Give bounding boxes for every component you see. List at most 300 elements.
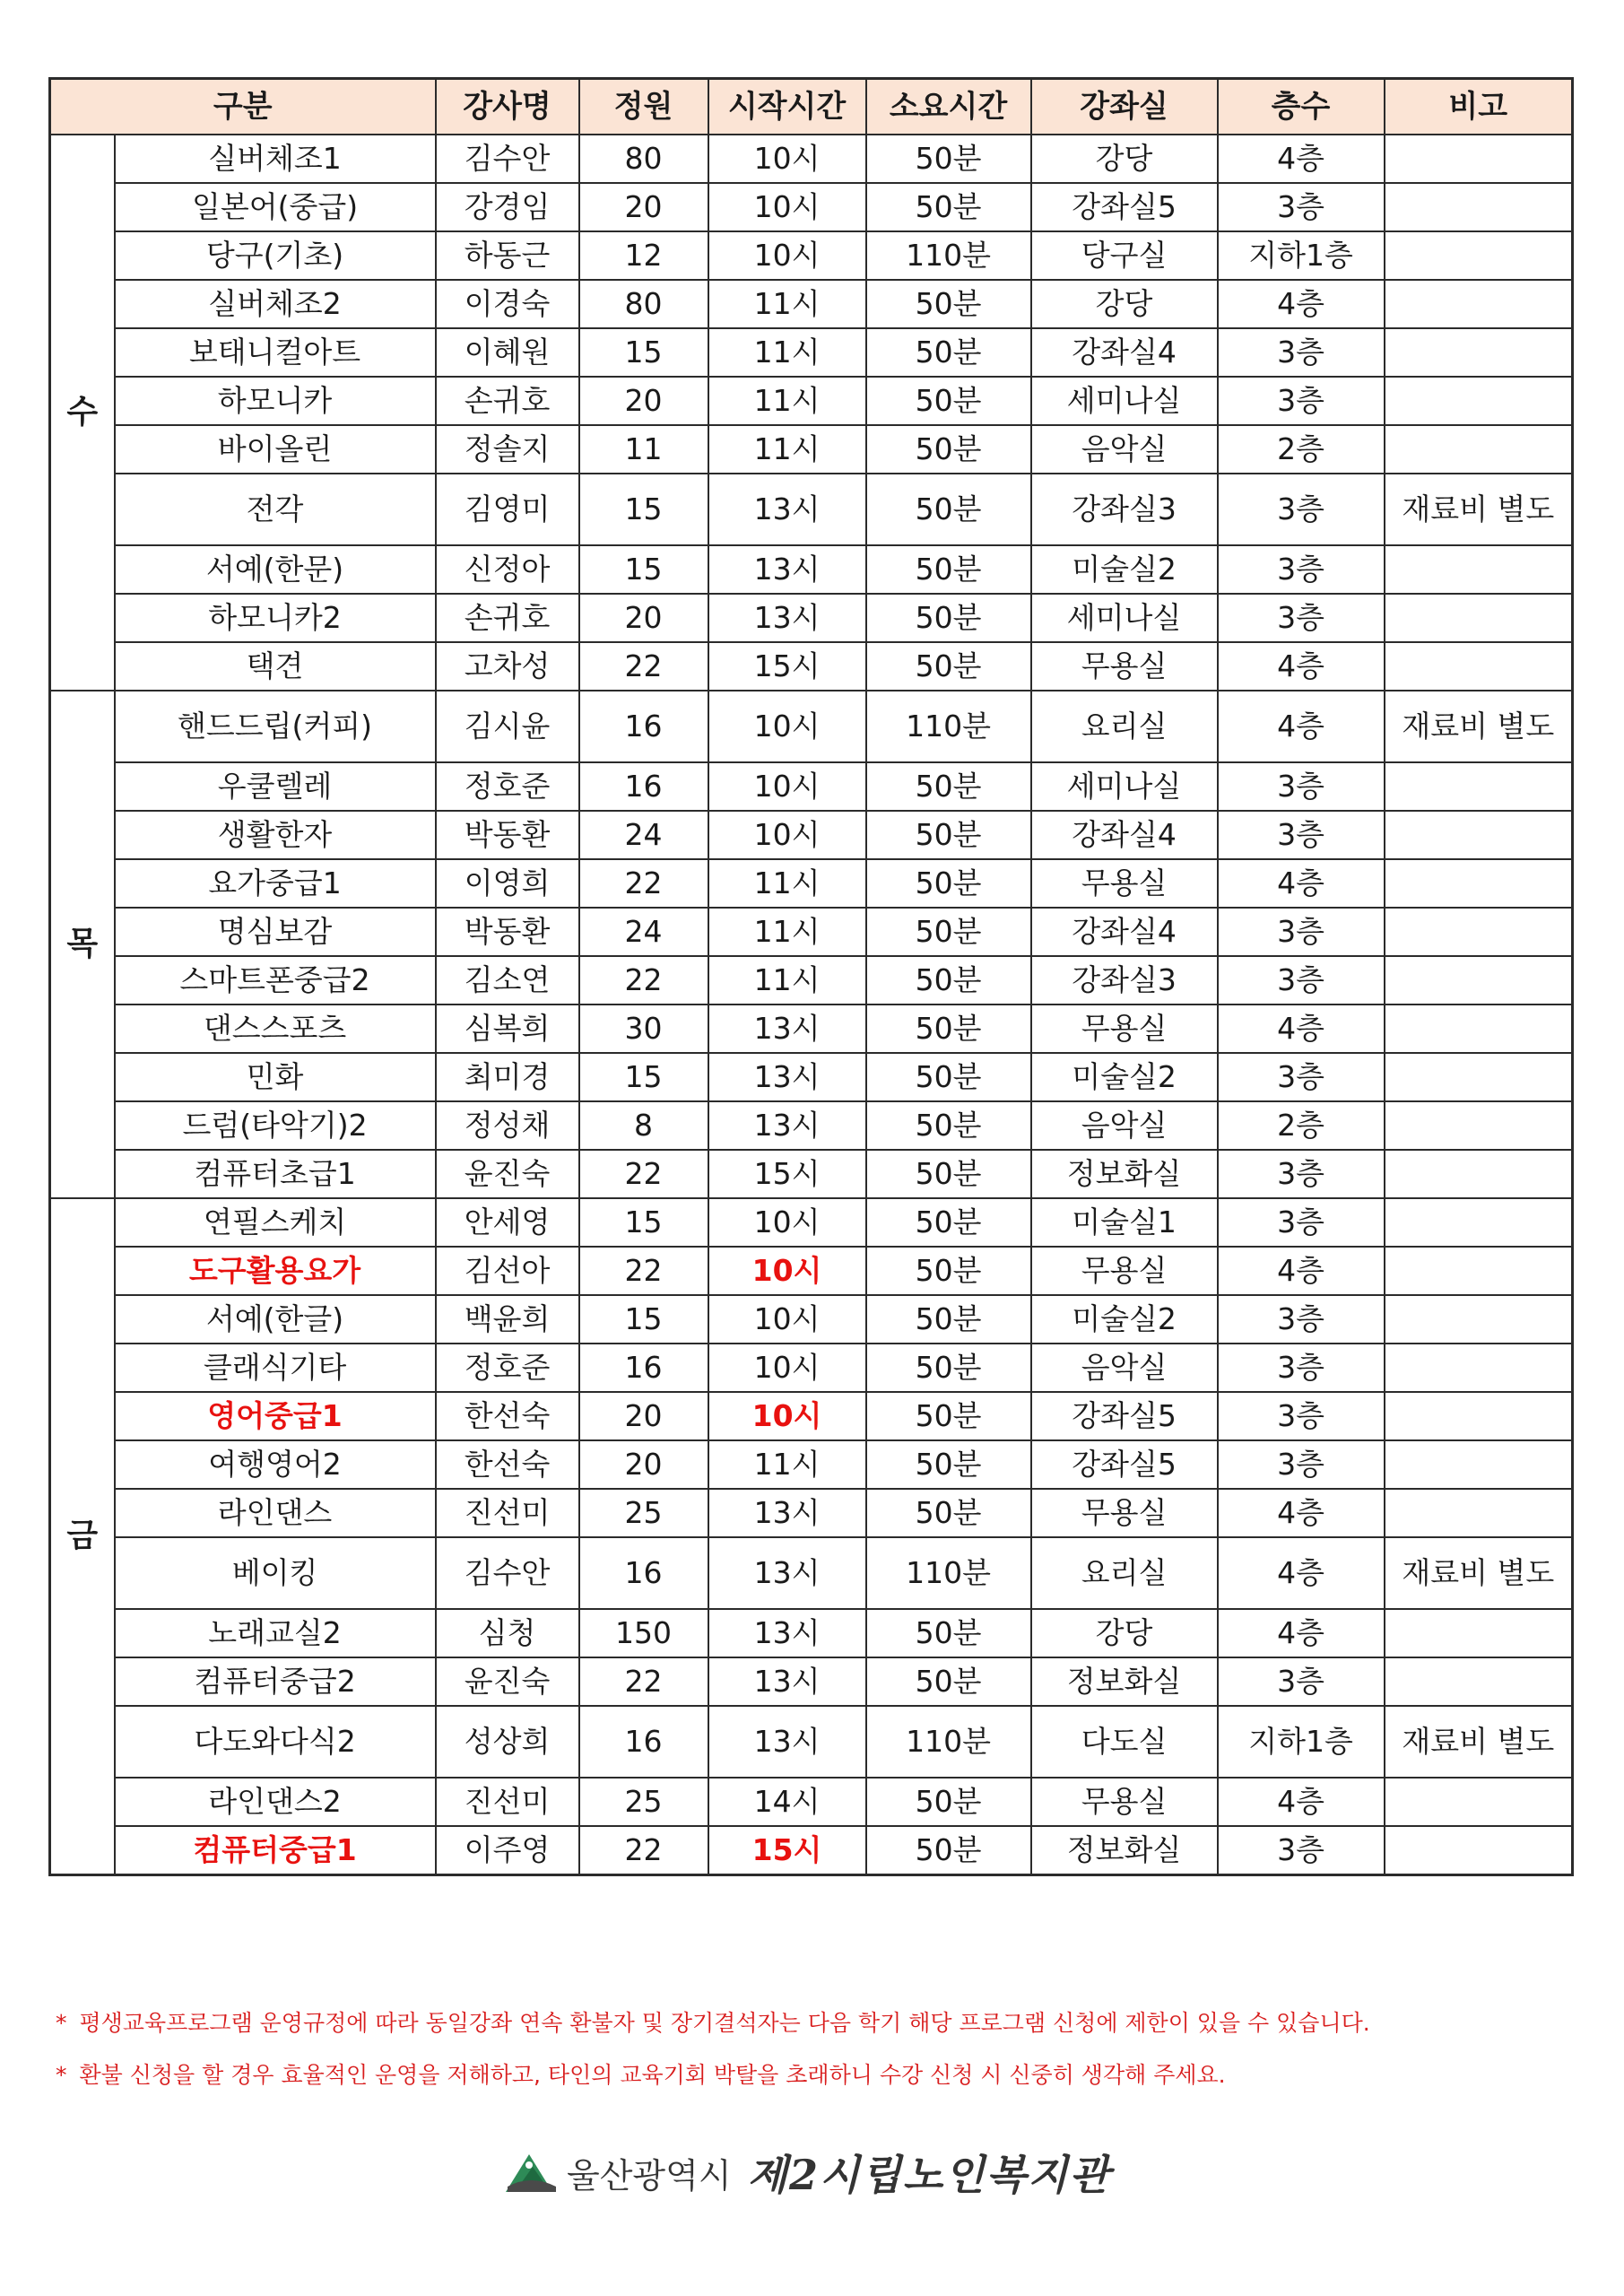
teacher-name-cell: 고차성 bbox=[436, 642, 579, 691]
duration-cell: 50분 bbox=[866, 1150, 1031, 1198]
start-time-cell: 13시 bbox=[708, 1489, 866, 1537]
header-start-time: 시작시간 bbox=[708, 79, 866, 135]
capacity-cell: 20 bbox=[579, 377, 708, 425]
start-time-cell: 11시 bbox=[708, 1440, 866, 1489]
table-row bbox=[50, 1053, 1573, 1101]
capacity-cell: 15 bbox=[579, 1198, 708, 1247]
note-cell bbox=[1385, 377, 1573, 425]
capacity-cell: 25 bbox=[579, 1489, 708, 1537]
capacity-cell: 15 bbox=[579, 1295, 708, 1344]
start-time-cell: 13시 bbox=[708, 545, 866, 594]
program-name-cell: 다도와다식2 bbox=[115, 1706, 436, 1778]
table-row bbox=[50, 183, 1573, 231]
program-name-cell: 택견 bbox=[115, 642, 436, 691]
mountain-logo-icon bbox=[502, 2147, 560, 2197]
room-cell: 무용실 bbox=[1031, 1489, 1218, 1537]
start-time-cell: 10시 bbox=[708, 811, 866, 859]
start-time-cell: 13시 bbox=[708, 1706, 866, 1778]
duration-cell: 50분 bbox=[866, 956, 1031, 1004]
header-note: 비고 bbox=[1385, 79, 1573, 135]
duration-cell: 50분 bbox=[866, 1295, 1031, 1344]
note-cell bbox=[1385, 1609, 1573, 1657]
program-name-cell: 클래식기타 bbox=[115, 1344, 436, 1392]
floor-cell: 3층 bbox=[1218, 328, 1385, 377]
start-time-cell: 15시 bbox=[708, 1150, 866, 1198]
floor-cell: 2층 bbox=[1218, 425, 1385, 474]
table-row bbox=[50, 280, 1573, 328]
table-row bbox=[50, 1198, 1573, 1247]
start-time-cell: 13시 bbox=[708, 594, 866, 642]
teacher-name-cell: 하동근 bbox=[436, 231, 579, 280]
start-time-cell: 13시 bbox=[708, 1053, 866, 1101]
room-cell: 강당 bbox=[1031, 1609, 1218, 1657]
program-name-cell: 댄스스포츠 bbox=[115, 1004, 436, 1053]
program-name-cell: 민화 bbox=[115, 1053, 436, 1101]
duration-cell: 50분 bbox=[866, 1053, 1031, 1101]
floor-cell: 3층 bbox=[1218, 908, 1385, 956]
floor-cell: 3층 bbox=[1218, 762, 1385, 811]
capacity-cell: 22 bbox=[579, 1826, 708, 1874]
table-row bbox=[50, 691, 1573, 762]
floor-cell: 3층 bbox=[1218, 1053, 1385, 1101]
program-name-cell: 노래교실2 bbox=[115, 1609, 436, 1657]
teacher-name-cell: 진선미 bbox=[436, 1778, 579, 1826]
note-cell bbox=[1385, 642, 1573, 691]
program-name-cell: 일본어(중급) bbox=[115, 183, 436, 231]
table-header-row bbox=[50, 79, 1573, 135]
duration-cell: 50분 bbox=[866, 1004, 1031, 1053]
table-row bbox=[50, 1537, 1573, 1609]
floor-cell: 4층 bbox=[1218, 1247, 1385, 1295]
note-cell: 재료비 별도 bbox=[1385, 1706, 1573, 1778]
start-time-cell: 13시 bbox=[708, 1609, 866, 1657]
capacity-cell: 16 bbox=[579, 691, 708, 762]
start-time-cell: 10시 bbox=[708, 135, 866, 183]
room-cell: 정보화실 bbox=[1031, 1657, 1218, 1706]
program-name-cell: 연필스케치 bbox=[115, 1198, 436, 1247]
note-cell bbox=[1385, 1295, 1573, 1344]
day-label: 수 bbox=[50, 135, 115, 691]
note-cell bbox=[1385, 1657, 1573, 1706]
teacher-name-cell: 백윤희 bbox=[436, 1295, 579, 1344]
notice-marker: * bbox=[56, 2062, 67, 2088]
start-time-cell: 10시 bbox=[708, 762, 866, 811]
teacher-name-cell: 정성채 bbox=[436, 1101, 579, 1150]
capacity-cell: 80 bbox=[579, 135, 708, 183]
start-time-cell: 10시 bbox=[708, 1247, 866, 1295]
start-time-cell: 10시 bbox=[708, 691, 866, 762]
table-row bbox=[50, 1609, 1573, 1657]
program-name-cell: 드럼(타악기)2 bbox=[115, 1101, 436, 1150]
note-cell bbox=[1385, 231, 1573, 280]
teacher-name-cell: 윤진숙 bbox=[436, 1657, 579, 1706]
note-cell bbox=[1385, 1053, 1573, 1101]
floor-cell: 4층 bbox=[1218, 691, 1385, 762]
start-time-cell: 13시 bbox=[708, 474, 866, 545]
capacity-cell: 22 bbox=[579, 1247, 708, 1295]
capacity-cell: 15 bbox=[579, 474, 708, 545]
teacher-name-cell: 박동환 bbox=[436, 908, 579, 956]
duration-cell: 50분 bbox=[866, 135, 1031, 183]
start-time-cell: 11시 bbox=[708, 280, 866, 328]
room-cell: 강좌실4 bbox=[1031, 328, 1218, 377]
note-cell bbox=[1385, 280, 1573, 328]
duration-cell: 110분 bbox=[866, 691, 1031, 762]
capacity-cell: 8 bbox=[579, 1101, 708, 1150]
capacity-cell: 15 bbox=[579, 545, 708, 594]
floor-cell: 3층 bbox=[1218, 956, 1385, 1004]
table-row bbox=[50, 1101, 1573, 1150]
duration-cell: 110분 bbox=[866, 1537, 1031, 1609]
teacher-name-cell: 이영희 bbox=[436, 859, 579, 908]
room-cell: 강당 bbox=[1031, 135, 1218, 183]
room-cell: 무용실 bbox=[1031, 1778, 1218, 1826]
program-name-cell: 도구활용요가 bbox=[115, 1247, 436, 1295]
note-cell bbox=[1385, 1778, 1573, 1826]
capacity-cell: 150 bbox=[579, 1609, 708, 1657]
note-cell: 재료비 별도 bbox=[1385, 1537, 1573, 1609]
duration-cell: 50분 bbox=[866, 642, 1031, 691]
table-row bbox=[50, 956, 1573, 1004]
start-time-cell: 11시 bbox=[708, 908, 866, 956]
teacher-name-cell: 한선숙 bbox=[436, 1392, 579, 1440]
room-cell: 정보화실 bbox=[1031, 1826, 1218, 1874]
capacity-cell: 16 bbox=[579, 1344, 708, 1392]
note-cell bbox=[1385, 1392, 1573, 1440]
capacity-cell: 25 bbox=[579, 1778, 708, 1826]
teacher-name-cell: 안세영 bbox=[436, 1198, 579, 1247]
note-cell bbox=[1385, 762, 1573, 811]
program-name-cell: 요가중급1 bbox=[115, 859, 436, 908]
program-name-cell: 하모니카 bbox=[115, 377, 436, 425]
program-name-cell: 라인댄스2 bbox=[115, 1778, 436, 1826]
teacher-name-cell: 이주영 bbox=[436, 1826, 579, 1874]
room-cell: 미술실2 bbox=[1031, 545, 1218, 594]
start-time-cell: 13시 bbox=[708, 1101, 866, 1150]
floor-cell: 3층 bbox=[1218, 594, 1385, 642]
table-row bbox=[50, 231, 1573, 280]
table-row bbox=[50, 377, 1573, 425]
note-cell bbox=[1385, 1101, 1573, 1150]
note-cell bbox=[1385, 956, 1573, 1004]
table-row bbox=[50, 1826, 1573, 1874]
duration-cell: 50분 bbox=[866, 1101, 1031, 1150]
capacity-cell: 22 bbox=[579, 1657, 708, 1706]
duration-cell: 50분 bbox=[866, 762, 1031, 811]
capacity-cell: 20 bbox=[579, 183, 708, 231]
duration-cell: 50분 bbox=[866, 1198, 1031, 1247]
capacity-cell: 20 bbox=[579, 594, 708, 642]
program-name-cell: 컴퓨터중급2 bbox=[115, 1657, 436, 1706]
table-row bbox=[50, 328, 1573, 377]
floor-cell: 지하1층 bbox=[1218, 1706, 1385, 1778]
teacher-name-cell: 심복희 bbox=[436, 1004, 579, 1053]
floor-cell: 3층 bbox=[1218, 1826, 1385, 1874]
start-time-cell: 14시 bbox=[708, 1778, 866, 1826]
floor-cell: 3층 bbox=[1218, 474, 1385, 545]
room-cell: 강좌실5 bbox=[1031, 1392, 1218, 1440]
teacher-name-cell: 손귀호 bbox=[436, 594, 579, 642]
program-name-cell: 영어중급1 bbox=[115, 1392, 436, 1440]
room-cell: 음악실 bbox=[1031, 1344, 1218, 1392]
capacity-cell: 80 bbox=[579, 280, 708, 328]
notice-marker: * bbox=[56, 2010, 67, 2036]
teacher-name-cell: 김소연 bbox=[436, 956, 579, 1004]
duration-cell: 50분 bbox=[866, 377, 1031, 425]
duration-cell: 50분 bbox=[866, 474, 1031, 545]
room-cell: 세미나실 bbox=[1031, 377, 1218, 425]
duration-cell: 50분 bbox=[866, 1440, 1031, 1489]
duration-cell: 50분 bbox=[866, 1344, 1031, 1392]
org-city: 울산광역시 bbox=[567, 2155, 732, 2196]
start-time-cell: 10시 bbox=[708, 231, 866, 280]
table-row bbox=[50, 908, 1573, 956]
room-cell: 무용실 bbox=[1031, 859, 1218, 908]
table-row bbox=[50, 811, 1573, 859]
note-cell bbox=[1385, 1247, 1573, 1295]
capacity-cell: 16 bbox=[579, 762, 708, 811]
duration-cell: 50분 bbox=[866, 1489, 1031, 1537]
note-cell bbox=[1385, 1150, 1573, 1198]
duration-cell: 50분 bbox=[866, 1657, 1031, 1706]
start-time-cell: 15시 bbox=[708, 1826, 866, 1874]
floor-cell: 3층 bbox=[1218, 1150, 1385, 1198]
teacher-name-cell: 김시윤 bbox=[436, 691, 579, 762]
table-row bbox=[50, 1004, 1573, 1053]
note-cell bbox=[1385, 1489, 1573, 1537]
day-label: 금 bbox=[50, 1198, 115, 1874]
table-row bbox=[50, 859, 1573, 908]
duration-cell: 50분 bbox=[866, 1247, 1031, 1295]
org-name: 제2시립노인복지관 bbox=[747, 2151, 1112, 2199]
header-floor: 층수 bbox=[1218, 79, 1385, 135]
room-cell: 세미나실 bbox=[1031, 594, 1218, 642]
program-name-cell: 컴퓨터초급1 bbox=[115, 1150, 436, 1198]
program-name-cell: 라인댄스 bbox=[115, 1489, 436, 1537]
floor-cell: 4층 bbox=[1218, 135, 1385, 183]
table-row bbox=[50, 135, 1573, 183]
duration-cell: 50분 bbox=[866, 545, 1031, 594]
floor-cell: 3층 bbox=[1218, 1657, 1385, 1706]
floor-cell: 3층 bbox=[1218, 545, 1385, 594]
floor-cell: 4층 bbox=[1218, 280, 1385, 328]
notice-1 bbox=[56, 2005, 1370, 2038]
duration-cell: 110분 bbox=[866, 231, 1031, 280]
capacity-cell: 30 bbox=[579, 1004, 708, 1053]
capacity-cell: 20 bbox=[579, 1440, 708, 1489]
duration-cell: 50분 bbox=[866, 425, 1031, 474]
duration-cell: 50분 bbox=[866, 328, 1031, 377]
program-name-cell: 보태니컬아트 bbox=[115, 328, 436, 377]
teacher-name-cell: 손귀호 bbox=[436, 377, 579, 425]
start-time-cell: 13시 bbox=[708, 1004, 866, 1053]
duration-cell: 110분 bbox=[866, 1706, 1031, 1778]
duration-cell: 50분 bbox=[866, 594, 1031, 642]
floor-cell: 3층 bbox=[1218, 811, 1385, 859]
duration-cell: 50분 bbox=[866, 1778, 1031, 1826]
duration-cell: 50분 bbox=[866, 811, 1031, 859]
room-cell: 음악실 bbox=[1031, 1101, 1218, 1150]
note-cell bbox=[1385, 1440, 1573, 1489]
program-name-cell: 서예(한글) bbox=[115, 1295, 436, 1344]
room-cell: 강좌실4 bbox=[1031, 811, 1218, 859]
floor-cell: 3층 bbox=[1218, 1344, 1385, 1392]
room-cell: 다도실 bbox=[1031, 1706, 1218, 1778]
duration-cell: 50분 bbox=[866, 183, 1031, 231]
schedule-body bbox=[50, 135, 1573, 1874]
note-cell bbox=[1385, 859, 1573, 908]
note-cell bbox=[1385, 811, 1573, 859]
teacher-name-cell: 이혜원 bbox=[436, 328, 579, 377]
floor-cell: 4층 bbox=[1218, 1778, 1385, 1826]
room-cell: 강좌실5 bbox=[1031, 1440, 1218, 1489]
teacher-name-cell: 이경숙 bbox=[436, 280, 579, 328]
duration-cell: 50분 bbox=[866, 1392, 1031, 1440]
notice-text: 환불 신청을 할 경우 효율적인 운영을 저해하고, 타인의 교육기회 박탈을 초래하니 수강 신청 시 신중히 생각해 주세요. bbox=[79, 2062, 1226, 2088]
note-cell bbox=[1385, 1198, 1573, 1247]
floor-cell: 2층 bbox=[1218, 1101, 1385, 1150]
room-cell: 세미나실 bbox=[1031, 762, 1218, 811]
program-name-cell: 실버체조2 bbox=[115, 280, 436, 328]
start-time-cell: 10시 bbox=[708, 1344, 866, 1392]
table-row bbox=[50, 1440, 1573, 1489]
room-cell: 무용실 bbox=[1031, 1247, 1218, 1295]
program-name-cell: 하모니카2 bbox=[115, 594, 436, 642]
program-name-cell: 실버체조1 bbox=[115, 135, 436, 183]
table-row bbox=[50, 762, 1573, 811]
teacher-name-cell: 심청 bbox=[436, 1609, 579, 1657]
table-row bbox=[50, 1706, 1573, 1778]
program-name-cell: 서예(한문) bbox=[115, 545, 436, 594]
schedule-table bbox=[48, 77, 1574, 1876]
table-row bbox=[50, 1247, 1573, 1295]
start-time-cell: 10시 bbox=[708, 1392, 866, 1440]
day-label: 목 bbox=[50, 691, 115, 1198]
capacity-cell: 15 bbox=[579, 1053, 708, 1101]
floor-cell: 4층 bbox=[1218, 1609, 1385, 1657]
floor-cell: 3층 bbox=[1218, 1440, 1385, 1489]
start-time-cell: 11시 bbox=[708, 328, 866, 377]
floor-cell: 3층 bbox=[1218, 1198, 1385, 1247]
table-row bbox=[50, 1150, 1573, 1198]
room-cell: 무용실 bbox=[1031, 642, 1218, 691]
capacity-cell: 20 bbox=[579, 1392, 708, 1440]
floor-cell: 4층 bbox=[1218, 1489, 1385, 1537]
program-name-cell: 스마트폰중급2 bbox=[115, 956, 436, 1004]
duration-cell: 50분 bbox=[866, 1609, 1031, 1657]
teacher-name-cell: 정솔지 bbox=[436, 425, 579, 474]
table-row bbox=[50, 1657, 1573, 1706]
capacity-cell: 24 bbox=[579, 908, 708, 956]
room-cell: 미술실2 bbox=[1031, 1053, 1218, 1101]
note-cell bbox=[1385, 1826, 1573, 1874]
teacher-name-cell: 박동환 bbox=[436, 811, 579, 859]
start-time-cell: 10시 bbox=[708, 1198, 866, 1247]
room-cell: 무용실 bbox=[1031, 1004, 1218, 1053]
start-time-cell: 10시 bbox=[708, 1295, 866, 1344]
table-row bbox=[50, 1489, 1573, 1537]
note-cell: 재료비 별도 bbox=[1385, 474, 1573, 545]
program-name-cell: 컴퓨터중급1 bbox=[115, 1826, 436, 1874]
table-row bbox=[50, 1392, 1573, 1440]
room-cell: 요리실 bbox=[1031, 691, 1218, 762]
capacity-cell: 22 bbox=[579, 642, 708, 691]
program-name-cell: 우쿨렐레 bbox=[115, 762, 436, 811]
program-name-cell: 핸드드립(커피) bbox=[115, 691, 436, 762]
program-name-cell: 명심보감 bbox=[115, 908, 436, 956]
header-room: 강좌실 bbox=[1031, 79, 1218, 135]
floor-cell: 4층 bbox=[1218, 1004, 1385, 1053]
start-time-cell: 13시 bbox=[708, 1537, 866, 1609]
duration-cell: 50분 bbox=[866, 908, 1031, 956]
teacher-name-cell: 진선미 bbox=[436, 1489, 579, 1537]
capacity-cell: 22 bbox=[579, 956, 708, 1004]
header-capacity: 정원 bbox=[579, 79, 708, 135]
room-cell: 당구실 bbox=[1031, 231, 1218, 280]
table-row bbox=[50, 474, 1573, 545]
capacity-cell: 22 bbox=[579, 1150, 708, 1198]
room-cell: 정보화실 bbox=[1031, 1150, 1218, 1198]
notice-text: 평생교육프로그램 운영규정에 따라 동일강좌 연속 환불자 및 장기결석자는 다음 학기 해당 프로그램 신청에 제한이 있을 수 있습니다. bbox=[79, 2010, 1370, 2036]
teacher-name-cell: 정호준 bbox=[436, 1344, 579, 1392]
program-name-cell: 바이올린 bbox=[115, 425, 436, 474]
floor-cell: 3층 bbox=[1218, 183, 1385, 231]
teacher-name-cell: 김선아 bbox=[436, 1247, 579, 1295]
duration-cell: 50분 bbox=[866, 280, 1031, 328]
teacher-name-cell: 김영미 bbox=[436, 474, 579, 545]
capacity-cell: 16 bbox=[579, 1537, 708, 1609]
teacher-name-cell: 한선숙 bbox=[436, 1440, 579, 1489]
note-cell bbox=[1385, 135, 1573, 183]
header-duration: 소요시간 bbox=[866, 79, 1031, 135]
floor-cell: 4층 bbox=[1218, 859, 1385, 908]
teacher-name-cell: 최미경 bbox=[436, 1053, 579, 1101]
program-name-cell: 전각 bbox=[115, 474, 436, 545]
table-row bbox=[50, 1295, 1573, 1344]
teacher-name-cell: 정호준 bbox=[436, 762, 579, 811]
footer-logo bbox=[502, 2144, 1111, 2201]
teacher-name-cell: 강경임 bbox=[436, 183, 579, 231]
note-cell bbox=[1385, 425, 1573, 474]
room-cell: 미술실2 bbox=[1031, 1295, 1218, 1344]
floor-cell: 3층 bbox=[1218, 377, 1385, 425]
room-cell: 강좌실4 bbox=[1031, 908, 1218, 956]
note-cell bbox=[1385, 1344, 1573, 1392]
start-time-cell: 11시 bbox=[708, 859, 866, 908]
table-row bbox=[50, 1344, 1573, 1392]
program-name-cell: 여행영어2 bbox=[115, 1440, 436, 1489]
start-time-cell: 15시 bbox=[708, 642, 866, 691]
room-cell: 강좌실5 bbox=[1031, 183, 1218, 231]
capacity-cell: 15 bbox=[579, 328, 708, 377]
table-row bbox=[50, 594, 1573, 642]
floor-cell: 3층 bbox=[1218, 1392, 1385, 1440]
teacher-name-cell: 신정아 bbox=[436, 545, 579, 594]
note-cell bbox=[1385, 594, 1573, 642]
header-category: 구분 bbox=[50, 79, 436, 135]
room-cell: 음악실 bbox=[1031, 425, 1218, 474]
note-cell: 재료비 별도 bbox=[1385, 691, 1573, 762]
start-time-cell: 11시 bbox=[708, 956, 866, 1004]
room-cell: 강좌실3 bbox=[1031, 956, 1218, 1004]
program-name-cell: 생활한자 bbox=[115, 811, 436, 859]
duration-cell: 50분 bbox=[866, 859, 1031, 908]
start-time-cell: 11시 bbox=[708, 377, 866, 425]
table-row bbox=[50, 1778, 1573, 1826]
table-row bbox=[50, 545, 1573, 594]
capacity-cell: 16 bbox=[579, 1706, 708, 1778]
teacher-name-cell: 윤진숙 bbox=[436, 1150, 579, 1198]
